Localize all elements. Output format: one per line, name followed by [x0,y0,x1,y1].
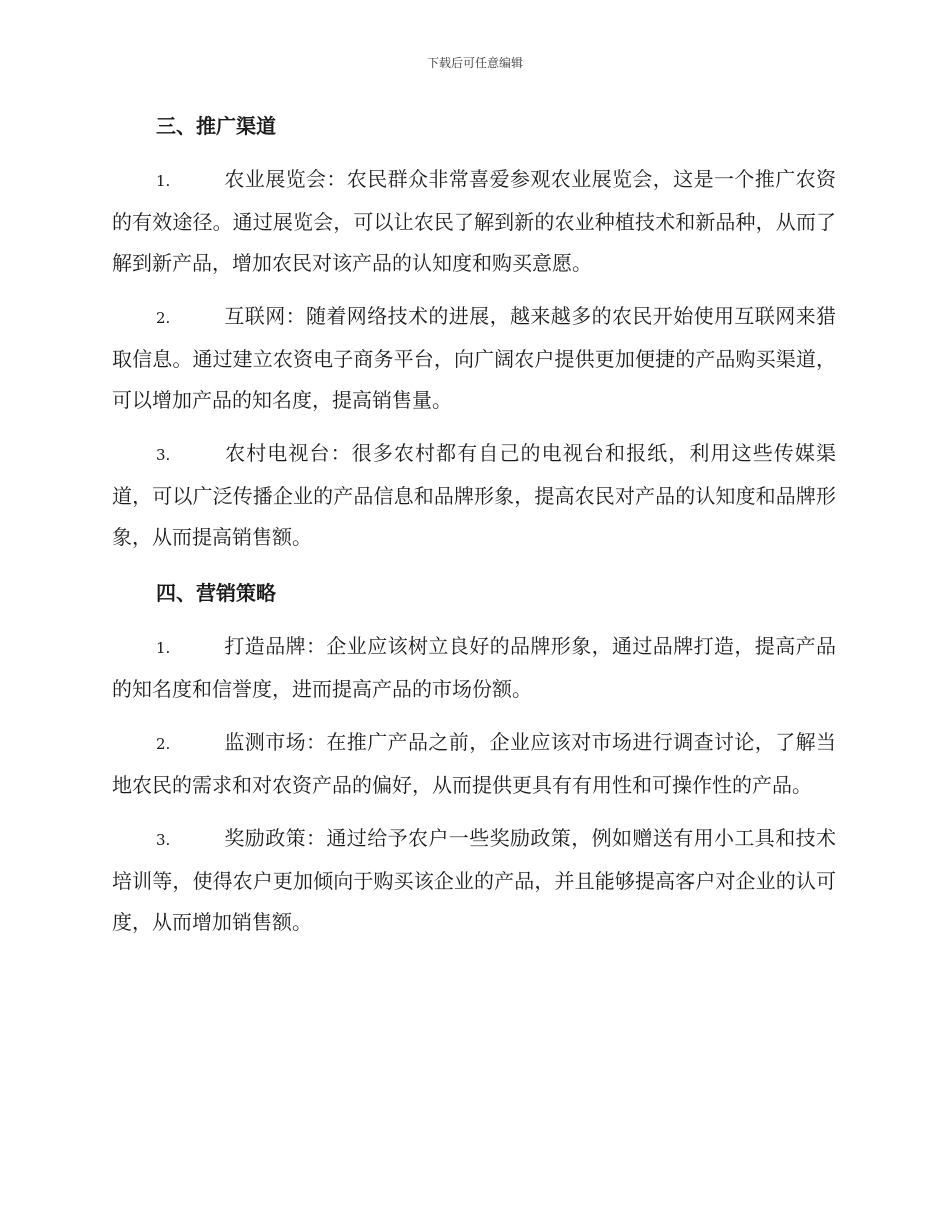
item-number: 3. [156,831,171,849]
item-text: 监测市场：在推广产品之前，企业应该对市场进行调查讨论，了解当地农民的需求和对农资产品的偏好，从而提供更具有有用性和可操作性的产品。 [112,730,836,797]
list-item [112,722,836,806]
section-marketing-strategy [112,573,836,943]
section-title: 三、推广渠道 [156,114,276,138]
item-text: 互联网：随着网络技术的进展，越来越多的农民开始使用互联网来猎取信息。通过建立农资电子商务平台，向广阔农户提供更加便捷的产品购买渠道，可以增加产品的知名度，提高销售量。 [112,304,836,412]
item-number: 1. [156,639,171,657]
list-item [112,818,836,943]
list-item [112,433,836,558]
item-number: 3. [156,446,171,464]
item-text: 农业展览会：农民群众非常喜爱参观农业展览会，这是一个推广农资的有效途径。通过展览会，可以让农民了解到新的农业种植技术和新品种，从而了解到新产品，增加农民对该产品的认知度和购买意愿。 [112,167,836,275]
header-note: 下载后可任意编辑 [426,56,523,70]
list-item [112,296,836,421]
list-item [112,626,836,710]
item-text: 打造品牌：企业应该树立良好的品牌形象，通过品牌打造，提高产品的知名度和信誉度，进而提高产品的市场份额。 [112,634,836,701]
section-promotion-channels [112,106,836,558]
list-item [112,159,836,284]
section-title: 四、营销策略 [156,581,276,605]
item-text: 农村电视台：很多农村都有自己的电视台和报纸，利用这些传媒渠道，可以广泛传播企业的产品信息和品牌形象，提高农民对产品的认知度和品牌形象，从而提高销售额。 [112,441,836,549]
item-number: 2. [156,309,171,327]
item-text: 奖励政策：通过给予农户一些奖励政策，例如赠送有用小工具和技术培训等，使得农户更加倾向于购买该企业的产品，并且能够提高客户对企业的认可度，从而增加销售额。 [112,826,836,934]
item-number: 2. [156,735,171,753]
item-number: 1. [156,172,171,190]
document-body [112,106,836,958]
